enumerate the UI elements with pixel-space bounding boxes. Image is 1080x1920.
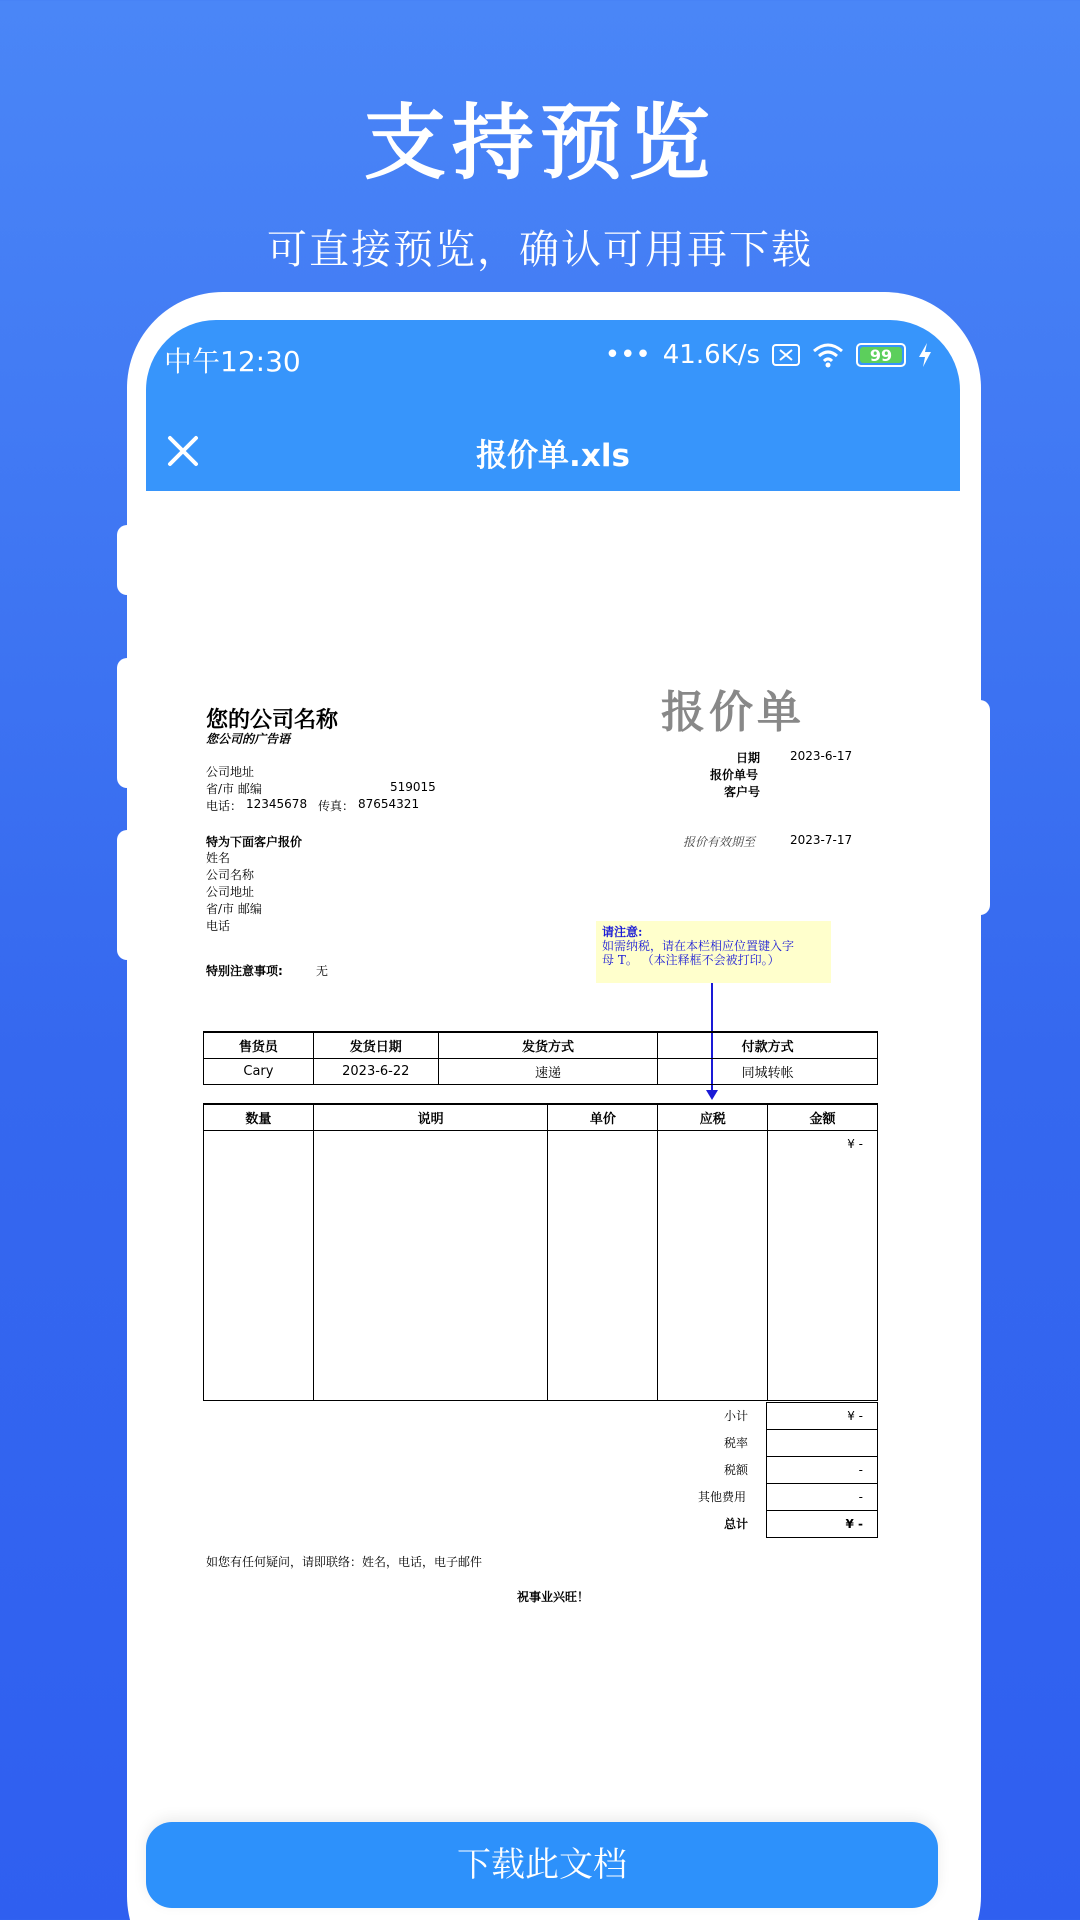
status-time: 中午12:30 — [164, 345, 301, 378]
phone-screen — [146, 320, 960, 1920]
table-cell: Cary — [204, 1058, 314, 1084]
tax-rate-label: 税率 — [724, 1436, 749, 1450]
table-header: 应税 — [658, 1104, 768, 1130]
customer-field: 姓名 — [206, 851, 231, 865]
company-postcode: 519015 — [390, 780, 436, 794]
battery-icon — [856, 343, 906, 367]
status-bar — [146, 320, 960, 412]
table-header: 说明 — [313, 1104, 548, 1130]
note-line: 母 T。 （本注释框不会被打印。） — [602, 953, 780, 967]
tax-note-box — [596, 921, 831, 983]
special-notes-value: 无 — [316, 964, 329, 978]
customer-field: 电话 — [206, 919, 231, 933]
status-icons — [605, 340, 932, 370]
app-bar — [146, 412, 960, 491]
sim-card-icon — [772, 344, 800, 366]
table-header: 数量 — [204, 1104, 314, 1130]
wifi-icon — [812, 342, 844, 368]
document-preview[interactable] — [146, 491, 960, 1920]
closing-text: 祝事业兴旺！ — [516, 1590, 589, 1604]
special-notes-label: 特别注意事项: — [206, 964, 283, 978]
note-title: 请注意: — [602, 925, 643, 939]
other-label: 其他费用 — [698, 1490, 747, 1504]
battery-percent: 99 — [869, 345, 893, 365]
other-value: - — [767, 1484, 878, 1511]
date-value: 2023-6-17 — [790, 749, 853, 763]
company-phone: 12345678 — [246, 797, 308, 811]
table-cell: 同城转帐 — [658, 1058, 878, 1084]
network-speed: 41.6K/s — [662, 340, 760, 370]
subtotal-label: 小计 — [724, 1409, 749, 1423]
table-header: 单价 — [548, 1104, 658, 1130]
hero-title: 支持预览 — [363, 96, 716, 191]
table-header: 金额 — [768, 1104, 878, 1130]
customer-field: 省/市 邮编 — [206, 902, 262, 916]
customer-field: 公司名称 — [206, 868, 255, 882]
shipping-table — [203, 1031, 878, 1085]
company-slogan: 您公司的广告语 — [206, 732, 291, 746]
customer-header: 特为下面客户报价 — [206, 835, 303, 849]
table-cell: 速递 — [438, 1058, 658, 1084]
items-table — [203, 1103, 878, 1401]
table-cell: ¥ - — [768, 1130, 878, 1400]
totals-table — [766, 1402, 878, 1538]
company-address: 公司地址 — [206, 765, 255, 779]
download-button[interactable]: 下载此文档 — [146, 1822, 938, 1908]
customer-field: 公司地址 — [206, 885, 255, 899]
note-arrow-head — [706, 1090, 718, 1100]
table-cell — [548, 1130, 658, 1400]
phone-label: 电话： — [206, 799, 243, 813]
tax-amount-label: 税额 — [724, 1463, 749, 1477]
valid-until-label: 报价有效期至 — [683, 835, 756, 849]
document-title: 报价单.xls — [476, 438, 630, 474]
hero-subtitle: 可直接预览，确认可用再下载 — [267, 227, 813, 273]
customer-number-label: 客户号 — [724, 785, 761, 799]
note-line: 如需纳税，请在本栏相应位置键入字 — [602, 939, 795, 953]
company-fax: 87654321 — [358, 797, 420, 811]
contact-line: 如您有任何疑问，请即联络：姓名，电话，电子邮件 — [206, 1555, 483, 1569]
tax-amount-value: - — [767, 1457, 878, 1484]
charging-icon — [918, 343, 932, 367]
total-value: ¥ - — [767, 1511, 878, 1538]
valid-until-value: 2023-7-17 — [790, 833, 853, 847]
table-cell: 2023-6-22 — [313, 1058, 438, 1084]
quote-heading: 报价单 — [661, 687, 805, 738]
total-label: 总计 — [724, 1517, 749, 1531]
table-header: 付款方式 — [658, 1032, 878, 1058]
table-header: 发货日期 — [313, 1032, 438, 1058]
company-province: 省/市 邮编 — [206, 782, 262, 796]
table-header: 售货员 — [204, 1032, 314, 1058]
table-header: 发货方式 — [438, 1032, 658, 1058]
company-name: 您的公司名称 — [206, 708, 339, 733]
dots-icon: ••• — [604, 340, 651, 370]
tax-rate-value — [767, 1430, 878, 1457]
table-cell — [313, 1130, 548, 1400]
subtotal-value: ¥ - — [767, 1403, 878, 1430]
fax-label: 传真： — [318, 799, 355, 813]
table-cell — [204, 1130, 314, 1400]
quote-number-label: 报价单号 — [710, 768, 759, 782]
date-label: 日期 — [736, 751, 761, 765]
table-cell — [658, 1130, 768, 1400]
